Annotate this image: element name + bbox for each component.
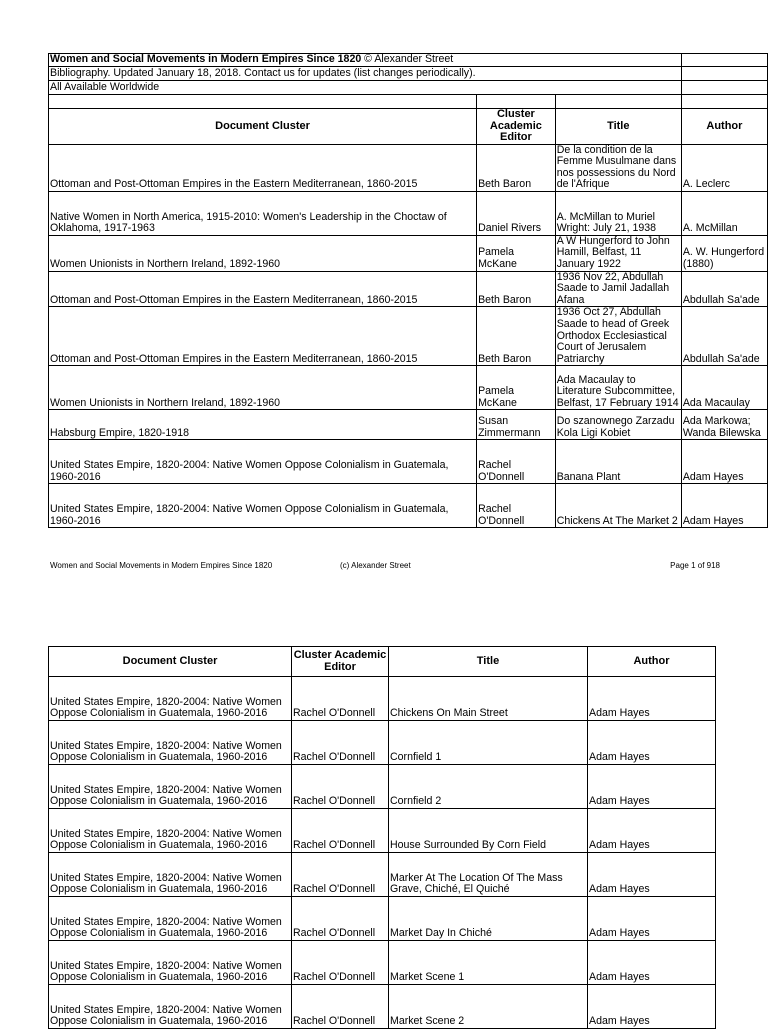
header-title: Title xyxy=(555,109,681,145)
cluster-cell: Ottoman and Post-Ottoman Empires in the Eastern Mediterranean, 1860-2015 xyxy=(49,307,477,366)
author-cell: Adam Hayes xyxy=(588,853,716,897)
empty-cell xyxy=(49,95,477,109)
empty-cell xyxy=(477,95,556,109)
table-row xyxy=(49,897,716,941)
availability-cell xyxy=(49,81,477,95)
footer-collection-name: Women and Social Movements in Modern Empires Since 1820 xyxy=(50,561,273,570)
document-title-cell xyxy=(49,54,477,67)
bibliography-table-page-2 xyxy=(48,646,716,1029)
editor-cell: Beth Baron xyxy=(477,271,556,307)
bibliography-note-cell xyxy=(49,67,477,81)
title-row xyxy=(49,54,768,67)
editor-cell: Beth Baron xyxy=(477,307,556,366)
header-academic-editor: Cluster Academic Editor xyxy=(292,647,389,677)
empty-cell xyxy=(477,67,556,81)
cluster-cell: Native Women in North America, 1915-2010: Women's Leadership in the Choctaw of Oklahoma, 1917-1963 xyxy=(49,191,477,235)
editor-cell: Rachel O'Donnell xyxy=(477,440,556,484)
availability-note: All Available Worldwide xyxy=(50,81,160,94)
title-cell: 1936 Oct 27, Abdullah Saade to head of Greek Orthodox Ecclesiastical Court of Jerusalem Patriarchy xyxy=(555,307,681,366)
header-row xyxy=(49,109,768,145)
editor-cell: Pamela McKane xyxy=(477,366,556,410)
author-cell: Adam Hayes xyxy=(588,897,716,941)
empty-cell xyxy=(555,81,681,95)
cluster-cell: Ottoman and Post-Ottoman Empires in the Eastern Mediterranean, 1860-2015 xyxy=(49,271,477,307)
author-cell: A. W. Hungerford (1880) xyxy=(681,235,767,271)
title-cell: 1936 Nov 22, Abdullah Saade to Jamil Jadallah Afana xyxy=(555,271,681,307)
title-cell: Cornfield 2 xyxy=(389,765,588,809)
empty-cell xyxy=(477,81,556,95)
cluster-cell: United States Empire, 1820-2004: Native Women Oppose Colonialism in Guatemala, 1960-2016 xyxy=(49,853,292,897)
author-cell: Adam Hayes xyxy=(588,941,716,985)
cluster-cell: United States Empire, 1820-2004: Native Women Oppose Colonialism in Guatemala, 1960-2016 xyxy=(49,484,477,528)
editor-cell: Rachel O'Donnell xyxy=(292,897,389,941)
cluster-cell: Habsburg Empire, 1820-1918 xyxy=(49,410,477,440)
cluster-cell: United States Empire, 1820-2004: Native Women Oppose Colonialism in Guatemala, 1960-2016 xyxy=(49,677,292,721)
editor-cell: Rachel O'Donnell xyxy=(292,677,389,721)
cluster-cell: United States Empire, 1820-2004: Native Women Oppose Colonialism in Guatemala, 1960-2016 xyxy=(49,809,292,853)
title-cell: De la condition de la Femme Musulmane dans nos possessions du Nord de l'Afrique xyxy=(555,144,681,191)
author-cell: A. McMillan xyxy=(681,191,767,235)
cluster-cell: United States Empire, 1820-2004: Native Women Oppose Colonialism in Guatemala, 1960-2016 xyxy=(49,440,477,484)
table-row xyxy=(49,853,716,897)
empty-cell xyxy=(681,95,767,109)
availability-row xyxy=(49,81,768,95)
editor-cell: Rachel O'Donnell xyxy=(292,809,389,853)
cluster-cell: Ottoman and Post-Ottoman Empires in the Eastern Mediterranean, 1860-2015 xyxy=(49,144,477,191)
title-cell: Banana Plant xyxy=(555,440,681,484)
author-cell: Adam Hayes xyxy=(588,809,716,853)
title-cell: Cornfield 1 xyxy=(389,721,588,765)
title-cell: Ada Macaulay to Literature Subcommittee, Belfast, 17 February 1914 xyxy=(555,366,681,410)
header-academic-editor: Cluster Academic Editor xyxy=(477,109,556,145)
cluster-cell: Women Unionists in Northern Ireland, 1892-1960 xyxy=(49,366,477,410)
editor-cell: Rachel O'Donnell xyxy=(477,484,556,528)
author-cell: Adam Hayes xyxy=(681,484,767,528)
table-row xyxy=(49,307,768,366)
table-row xyxy=(49,144,768,191)
empty-cell xyxy=(477,54,556,67)
header-author: Author xyxy=(588,647,716,677)
title-cell: A W Hungerford to John Hamill, Belfast, 11 January 1922 xyxy=(555,235,681,271)
title-cell: A. McMillan to Muriel Wright: July 21, 1938 xyxy=(555,191,681,235)
author-cell: Adam Hayes xyxy=(588,985,716,1029)
author-cell: Adam Hayes xyxy=(588,721,716,765)
table-row xyxy=(49,677,716,721)
author-cell: Ada Markowa; Wanda Bilewska xyxy=(681,410,767,440)
author-cell: Abdullah Sa'ade xyxy=(681,271,767,307)
title-cell: House Surrounded By Corn Field xyxy=(389,809,588,853)
header-document-cluster: Document Cluster xyxy=(49,109,477,145)
cluster-cell: United States Empire, 1820-2004: Native Women Oppose Colonialism in Guatemala, 1960-2016 xyxy=(49,721,292,765)
empty-cell xyxy=(681,54,767,67)
footer-copyright: (c) Alexander Street xyxy=(340,561,411,570)
author-cell: Adam Hayes xyxy=(681,440,767,484)
header-title: Title xyxy=(389,647,588,677)
footer-page-number: Page 1 of 918 xyxy=(670,561,720,570)
table-row xyxy=(49,985,716,1029)
table-row xyxy=(49,721,716,765)
title-cell: Do szanownego Zarzadu Kola Ligi Kobiet xyxy=(555,410,681,440)
table-row xyxy=(49,271,768,307)
bibliography-row xyxy=(49,67,768,81)
editor-cell: Susan Zimmermann xyxy=(477,410,556,440)
title-cell: Market Scene 1 xyxy=(389,941,588,985)
editor-cell: Daniel Rivers xyxy=(477,191,556,235)
empty-cell xyxy=(555,54,681,67)
table-row xyxy=(49,765,716,809)
author-cell: Adam Hayes xyxy=(588,765,716,809)
cluster-cell: United States Empire, 1820-2004: Native Women Oppose Colonialism in Guatemala, 1960-2016 xyxy=(49,765,292,809)
table-row xyxy=(49,191,768,235)
table-row xyxy=(49,484,768,528)
header-author: Author xyxy=(681,109,767,145)
title-cell: Market Scene 2 xyxy=(389,985,588,1029)
empty-cell xyxy=(681,81,767,95)
empty-cell xyxy=(555,95,681,109)
empty-cell xyxy=(555,67,681,81)
title-cell: Chickens On Main Street xyxy=(389,677,588,721)
cluster-cell: United States Empire, 1820-2004: Native Women Oppose Colonialism in Guatemala, 1960-2016 xyxy=(49,897,292,941)
table-row xyxy=(49,366,768,410)
editor-cell: Rachel O'Donnell xyxy=(292,853,389,897)
header-document-cluster: Document Cluster xyxy=(49,647,292,677)
author-cell: Abdullah Sa'ade xyxy=(681,307,767,366)
author-cell: Adam Hayes xyxy=(588,677,716,721)
table-row xyxy=(49,410,768,440)
author-cell: A. Leclerc xyxy=(681,144,767,191)
bibliography-table-page-1 xyxy=(48,53,768,528)
cluster-cell: United States Empire, 1820-2004: Native Women Oppose Colonialism in Guatemala, 1960-2016 xyxy=(49,941,292,985)
table-row xyxy=(49,809,716,853)
table-row xyxy=(49,941,716,985)
editor-cell: Rachel O'Donnell xyxy=(292,721,389,765)
cluster-cell: United States Empire, 1820-2004: Native Women Oppose Colonialism in Guatemala, 1960-2016 xyxy=(49,985,292,1029)
editor-cell: Pamela McKane xyxy=(477,235,556,271)
editor-cell: Rachel O'Donnell xyxy=(292,765,389,809)
blank-row xyxy=(49,95,768,109)
document-title: Women and Social Movements in Modern Empires Since 1820 xyxy=(50,53,362,66)
bibliography-note: Bibliography. Updated January 18, 2018. Contact us for updates (list changes periodically). xyxy=(50,67,476,80)
header-row xyxy=(49,647,716,677)
copyright-notice: © Alexander Street xyxy=(361,53,454,66)
editor-cell: Rachel O'Donnell xyxy=(292,941,389,985)
title-cell: Market Day In Chiché xyxy=(389,897,588,941)
empty-cell xyxy=(681,67,767,81)
cluster-cell: Women Unionists in Northern Ireland, 1892-1960 xyxy=(49,235,477,271)
title-cell: Marker At The Location Of The Mass Grave, Chiché, El Quiché xyxy=(389,853,588,897)
table-row xyxy=(49,440,768,484)
title-cell: Chickens At The Market 2 xyxy=(555,484,681,528)
table-row xyxy=(49,235,768,271)
editor-cell: Rachel O'Donnell xyxy=(292,985,389,1029)
author-cell: Ada Macaulay xyxy=(681,366,767,410)
editor-cell: Beth Baron xyxy=(477,144,556,191)
